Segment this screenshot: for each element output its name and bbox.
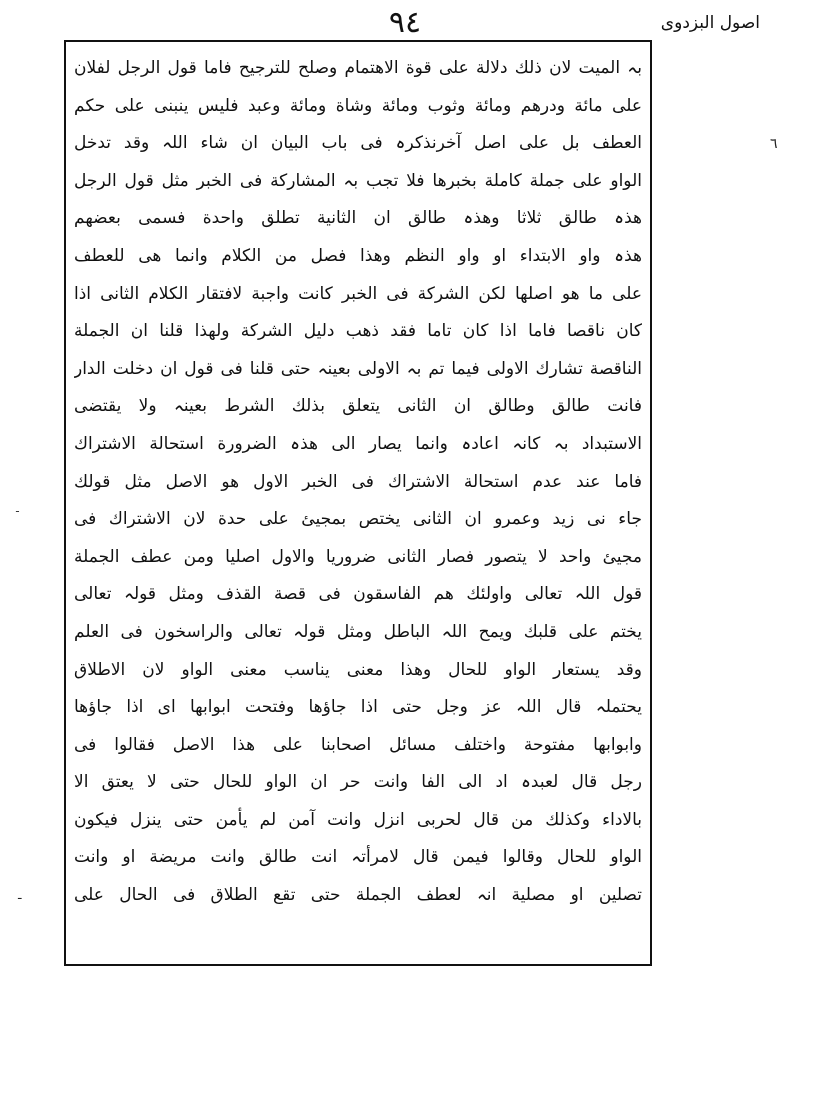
text-line-11: الاستبداد بہ کانہ اعادہ وانما یصار الی ھذہ الضرورة استحالة الاشتراك [74,433,642,454]
running-title: اصول البزدوی [660,13,760,33]
text-line-18: یحتملہ قال اللہ عز وجل حتی اذا جاؤھا وفتحت ابوابھا ای اذا جاؤھا [74,697,642,718]
text-line-5: ھذہ طالق ثلاثا وھذہ طالق ان الثانیة تطلق واحدة فسمی بعضھم [74,208,642,229]
text-line-10: فانت طالق وطالق ان الثانی یتعلق بذلك الشرط بعینہ ولا یقتضی [74,396,642,417]
text-line-8: کان ناقصا فاما اذا کان تاما فقد ذھب دلیل الشرکة ولھذا قلنا ان الجملة [74,321,642,342]
page-number: ٩٤ [388,5,422,40]
text-line-15: قول اللہ تعالی واولئك ھم الفاسقون فی قصة القذف ومثل قولہ تعالی [74,584,642,605]
page-header [60,4,760,42]
text-line-19: وابوابھا مفتوحة واختلف مسائل اصحابنا علی ھذا الاصل فقالوا فی [74,734,642,755]
text-body [74,50,642,956]
text-line-9: الناقصة تشارك الاولی فیما تم بہ الاولی بعینہ حتی قلنا فی قول ان دخلت الدار [74,358,642,379]
text-line-13: جاء نی زید وعمرو ان الثانی یختص بمجیئ علی حدة لان الاشتراك فی [74,509,642,530]
text-line-3: العطف بل علی اصل آخرنذکرہ فی باب البیان ان شاء اللہ وقد تدخل [74,133,642,154]
text-line-22: الواو للحال وقالوا فیمن قال لامرأتہ انت طالق وانت مریضة او وانت [74,847,642,868]
text-line-12: فاما عند عدم استحالة الاشتراك فی الخبر الاول ھو الاصل مثل قولك [74,471,642,492]
text-line-23: تصلین او مصلیة انہ لعطف الجملة حتی تقع الطلاق فی الحال علی [74,885,642,906]
text-line-17: وقد یستعار الواو للحال وھذا معنی یناسب معنی الواو لان الاطلاق [74,659,642,680]
text-line-21: بالاداء وکذلك من قال لحربی انزل وانت آمن لم یأمن حتی ینزل فیکون [74,809,642,830]
text-line-16: یختم علی قلبك ویمح اللہ الباطل ومثل قولہ تعالی والراسخون فی العلم [74,621,642,642]
text-line-7: علی ما ھو اصلھا لکن الشرکة فی الخبر کانت واجبة لافتقار الکلام الثانی اذا [74,283,642,304]
text-line-14: مجیئ واحد لا یتصور فصار الثانی ضروریا والاول اصلیا ومن عطف الجملة [74,546,642,567]
margin-mark: ٦ [770,136,778,152]
margin-mark: ـ [18,888,22,902]
text-line-20: رجل قال لعبدہ اد الی الفا وانت حر ان الواو للحال حتی لا یعتق الا [74,772,642,793]
text-frame [64,40,652,966]
margin-mark: ـ [16,504,19,515]
text-line-2: علی مائة ودرهم ومائة وثوب ومائة وشاة ومائة وعبد فلیس ینبنی علی حکم [74,95,642,116]
text-line-1: بہ المیت لان ذلك دلالة علی قوة الاهتمام وصلح للترجیح فاما قول الرجل لفلان [74,58,642,78]
text-line-6: ھذہ واو الابتداء او واو النظم وھذا فصل من الکلام وانما ھی للعطف [74,245,642,266]
text-line-4: الواو علی جملة کاملة بخبرھا فلا تجب بہ المشارکة فی الخبر مثل قول الرجل [74,170,642,191]
